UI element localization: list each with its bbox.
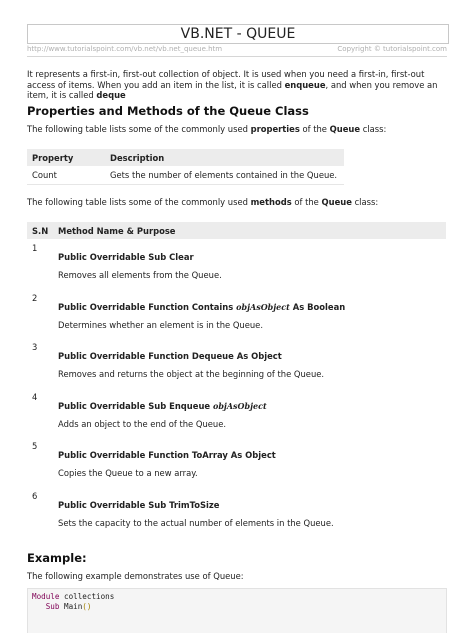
copyright-notice: Copyright © tutorialspoint.com — [337, 45, 447, 53]
page-header-meta — [27, 45, 447, 55]
method-signature-text: Public Overridable Sub Enqueue — [58, 401, 213, 411]
methods-intro-bold-2: Queue — [321, 197, 352, 207]
properties-intro-bold-2: Queue — [329, 124, 361, 134]
code-text: collections — [59, 592, 115, 601]
properties-intro-text-1: The following table lists some of the commonly used — [27, 124, 251, 134]
methods-intro — [27, 197, 447, 208]
code-block — [27, 588, 447, 633]
methods-table-header — [27, 222, 446, 239]
code-line-2 — [32, 602, 91, 612]
header-sn: S.N — [32, 226, 49, 236]
properties-intro-text-2: of the — [299, 124, 330, 134]
example-intro: The following example demonstrates use of Queue: — [27, 571, 244, 581]
example-heading: Example: — [27, 551, 87, 565]
properties-intro-bold-1: properties — [250, 124, 300, 134]
header-description: Description — [110, 153, 165, 163]
method-description: Removes and returns the object at the beginning of the Queue. — [58, 369, 325, 379]
method-sn: 2 — [32, 293, 38, 303]
intro-paragraph — [27, 69, 449, 101]
intro-enqueue: enqueue — [284, 79, 326, 90]
intro-deque: deque — [96, 90, 126, 100]
methods-intro-text-1: The following table lists some of the commonly used — [27, 197, 251, 207]
method-description: Determines whether an element is in the Queue. — [58, 320, 263, 330]
table-row — [27, 166, 344, 185]
section-heading: Properties and Methods of the Queue Class — [27, 104, 309, 118]
property-name: Count — [32, 170, 57, 180]
code-indent — [32, 602, 46, 611]
properties-intro — [27, 124, 447, 135]
code-line-1 — [32, 592, 114, 602]
property-description: Gets the number of elements contained in the Queue. — [110, 170, 338, 180]
method-sn: 4 — [32, 392, 38, 402]
method-signature-text: Public Overridable Function Contains — [58, 302, 237, 312]
method-sn: 3 — [32, 342, 38, 352]
header-divider — [27, 56, 447, 57]
method-description: Copies the Queue to a new array. — [58, 468, 198, 478]
page-title: VB.NET - QUEUE — [27, 24, 449, 44]
method-signature-text: Public Overridable Function ToArray As Object — [58, 450, 276, 460]
header-property: Property — [32, 153, 74, 163]
code-keyword: Sub — [45, 602, 60, 611]
code-paren: () — [82, 602, 92, 611]
methods-intro-bold-1: methods — [250, 197, 292, 207]
method-signature — [58, 401, 267, 411]
method-description: Sets the capacity to the actual number of elements in the Queue. — [58, 518, 334, 528]
code-keyword: Module — [32, 592, 60, 601]
method-param: objAsObject — [213, 401, 267, 411]
methods-intro-text-2: of the — [291, 197, 322, 207]
methods-intro-text-3: class: — [351, 197, 379, 207]
method-signature-text: Public Overridable Function Dequeue As Object — [58, 351, 282, 361]
method-sn: 5 — [32, 441, 38, 451]
method-signature-text: Public Overridable Sub Clear — [58, 252, 194, 262]
properties-intro-text-3: class: — [360, 124, 387, 134]
method-sn: 1 — [32, 243, 38, 253]
header-method: Method Name & Purpose — [58, 226, 176, 236]
method-signature-text: Public Overridable Sub TrimToSize — [58, 500, 220, 510]
method-signature — [58, 252, 194, 262]
properties-table-header — [27, 149, 344, 166]
method-signature — [58, 351, 282, 361]
method-sn: 6 — [32, 491, 38, 501]
source-url[interactable]: http://www.tutorialspoint.com/vb.net/vb.net_queue.htm — [27, 45, 223, 53]
method-signature — [58, 500, 219, 510]
code-text: Main — [59, 602, 83, 611]
intro-text-2: , and when you remove an item, it is called — [27, 79, 438, 100]
method-signature — [58, 450, 276, 460]
intro-text-1: It represents a first-in, first-out collection of object. It is used when you need a first-in, first-out access of items. When you add an item in the list, it is called — [27, 69, 425, 90]
method-description: Adds an object to the end of the Queue. — [58, 419, 227, 429]
method-signature-tail: As Boolean — [289, 302, 346, 312]
method-description: Removes all elements from the Queue. — [58, 270, 222, 280]
method-signature — [58, 302, 345, 312]
method-param: objAsObject — [236, 302, 290, 312]
